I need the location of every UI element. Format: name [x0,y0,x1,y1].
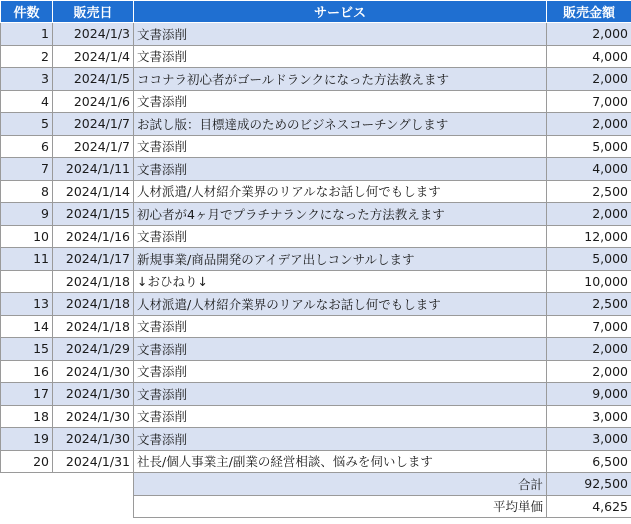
total-value[interactable]: 92,500 [547,473,631,496]
table-row [1,315,631,338]
average-row [1,495,631,518]
header-amount[interactable]: 販売金額 [547,1,631,23]
row-service-cell[interactable]: 文書添削 [134,45,547,68]
row-amount-cell[interactable]: 2,000 [547,203,631,226]
header-sale-date[interactable]: 販売日 [53,1,134,23]
row-count-cell[interactable]: 6 [1,135,53,158]
row-amount-cell[interactable]: 3,000 [547,428,631,451]
row-date-cell[interactable]: 2024/1/31 [53,450,134,473]
row-date-cell[interactable]: 2024/1/14 [53,180,134,203]
table-row [1,360,631,383]
row-amount-cell[interactable]: 4,000 [547,158,631,181]
row-count-cell[interactable]: 17 [1,383,53,406]
row-count-cell[interactable]: 16 [1,360,53,383]
blank-cell[interactable] [53,495,134,518]
header-count[interactable]: 件数 [1,1,53,23]
row-service-cell[interactable]: 文書添削 [134,135,547,158]
table-row [1,45,631,68]
row-count-cell[interactable]: 4 [1,90,53,113]
header-row [1,1,631,23]
row-count-cell[interactable]: 2 [1,45,53,68]
table-row [1,428,631,451]
header-service[interactable]: サービス [134,1,547,23]
row-service-cell[interactable]: 文書添削 [134,315,547,338]
row-date-cell[interactable]: 2024/1/30 [53,383,134,406]
row-service-cell[interactable]: 文書添削 [134,428,547,451]
row-count-cell[interactable]: 5 [1,113,53,136]
table-row [1,158,631,181]
row-count-cell[interactable]: 20 [1,450,53,473]
total-row [1,473,631,496]
row-count-cell[interactable] [1,270,53,293]
row-date-cell[interactable]: 2024/1/3 [53,23,134,46]
row-amount-cell[interactable]: 2,500 [547,293,631,316]
average-label[interactable]: 平均単価 [134,495,547,518]
row-service-cell[interactable]: 文書添削 [134,158,547,181]
table-row [1,23,631,46]
row-date-cell[interactable]: 2024/1/30 [53,405,134,428]
row-count-cell[interactable]: 15 [1,338,53,361]
row-amount-cell[interactable]: 10,000 [547,270,631,293]
row-count-cell[interactable]: 11 [1,248,53,271]
row-service-cell[interactable]: 人材派遣/人材紹介業界のリアルなお話し何でもします [134,293,547,316]
table-row [1,405,631,428]
row-count-cell[interactable]: 13 [1,293,53,316]
row-count-cell[interactable]: 19 [1,428,53,451]
row-count-cell[interactable]: 14 [1,315,53,338]
row-service-cell[interactable]: 文書添削 [134,23,547,46]
row-date-cell[interactable]: 2024/1/30 [53,360,134,383]
row-date-cell[interactable]: 2024/1/29 [53,338,134,361]
row-service-cell[interactable]: ↓おひねり↓ [134,270,547,293]
row-date-cell[interactable]: 2024/1/30 [53,428,134,451]
table-row [1,293,631,316]
table-row [1,450,631,473]
row-amount-cell[interactable]: 3,000 [547,405,631,428]
row-amount-cell[interactable]: 2,000 [547,23,631,46]
row-amount-cell[interactable]: 5,000 [547,248,631,271]
row-amount-cell[interactable]: 9,000 [547,383,631,406]
row-service-cell[interactable]: 文書添削 [134,338,547,361]
row-count-cell[interactable]: 1 [1,23,53,46]
row-date-cell[interactable]: 2024/1/4 [53,45,134,68]
row-amount-cell[interactable]: 6,500 [547,450,631,473]
row-service-cell[interactable]: 人材派遣/人材紹介業界のリアルなお話し何でもします [134,180,547,203]
row-service-cell[interactable]: ココナラ初心者がゴールドランクになった方法教えます [134,68,547,91]
row-date-cell[interactable]: 2024/1/7 [53,135,134,158]
row-service-cell[interactable]: 新規事業/商品開発のアイデア出しコンサルします [134,248,547,271]
blank-cell[interactable] [1,495,53,518]
row-service-cell[interactable]: 文書添削 [134,405,547,428]
row-date-cell[interactable]: 2024/1/7 [53,113,134,136]
row-date-cell[interactable]: 2024/1/11 [53,158,134,181]
table-row [1,135,631,158]
row-count-cell[interactable]: 10 [1,225,53,248]
row-service-cell[interactable]: 文書添削 [134,383,547,406]
row-date-cell[interactable]: 2024/1/17 [53,248,134,271]
row-amount-cell[interactable]: 4,000 [547,45,631,68]
row-date-cell[interactable]: 2024/1/5 [53,68,134,91]
row-amount-cell[interactable]: 7,000 [547,90,631,113]
table-row [1,180,631,203]
row-amount-cell[interactable]: 5,000 [547,135,631,158]
total-label[interactable]: 合計 [134,473,547,496]
row-count-cell[interactable]: 8 [1,180,53,203]
row-amount-cell[interactable]: 2,500 [547,180,631,203]
row-service-cell[interactable]: 社長/個人事業主/副業の経営相談、悩みを伺いします [134,450,547,473]
row-service-cell[interactable]: 文書添削 [134,225,547,248]
row-count-cell[interactable]: 7 [1,158,53,181]
row-amount-cell[interactable]: 7,000 [547,315,631,338]
table-row [1,113,631,136]
row-service-cell[interactable]: 文書添削 [134,360,547,383]
table-row [1,338,631,361]
row-amount-cell[interactable]: 2,000 [547,113,631,136]
row-date-cell[interactable]: 2024/1/18 [53,315,134,338]
table-row [1,203,631,226]
table-row [1,90,631,113]
row-count-cell[interactable]: 18 [1,405,53,428]
table-row [1,68,631,91]
table-row [1,270,631,293]
blank-cell[interactable] [1,473,53,496]
row-date-cell[interactable]: 2024/1/16 [53,225,134,248]
blank-cell[interactable] [53,473,134,496]
row-service-cell[interactable]: お試し版：目標達成のためのビジネスコーチングします [134,113,547,136]
table-row [1,248,631,271]
row-amount-cell[interactable]: 2,000 [547,360,631,383]
row-count-cell[interactable]: 3 [1,68,53,91]
row-count-cell[interactable]: 9 [1,203,53,226]
row-date-cell[interactable]: 2024/1/6 [53,90,134,113]
table-row [1,383,631,406]
row-amount-cell[interactable]: 12,000 [547,225,631,248]
row-service-cell[interactable]: 文書添削 [134,90,547,113]
row-amount-cell[interactable]: 2,000 [547,68,631,91]
row-date-cell[interactable]: 2024/1/15 [53,203,134,226]
row-date-cell[interactable]: 2024/1/18 [53,270,134,293]
average-value[interactable]: 4,625 [547,495,631,518]
row-amount-cell[interactable]: 2,000 [547,338,631,361]
row-service-cell[interactable]: 初心者が4ヶ月でプラチナランクになった方法教えます [134,203,547,226]
table-row [1,225,631,248]
row-date-cell[interactable]: 2024/1/18 [53,293,134,316]
